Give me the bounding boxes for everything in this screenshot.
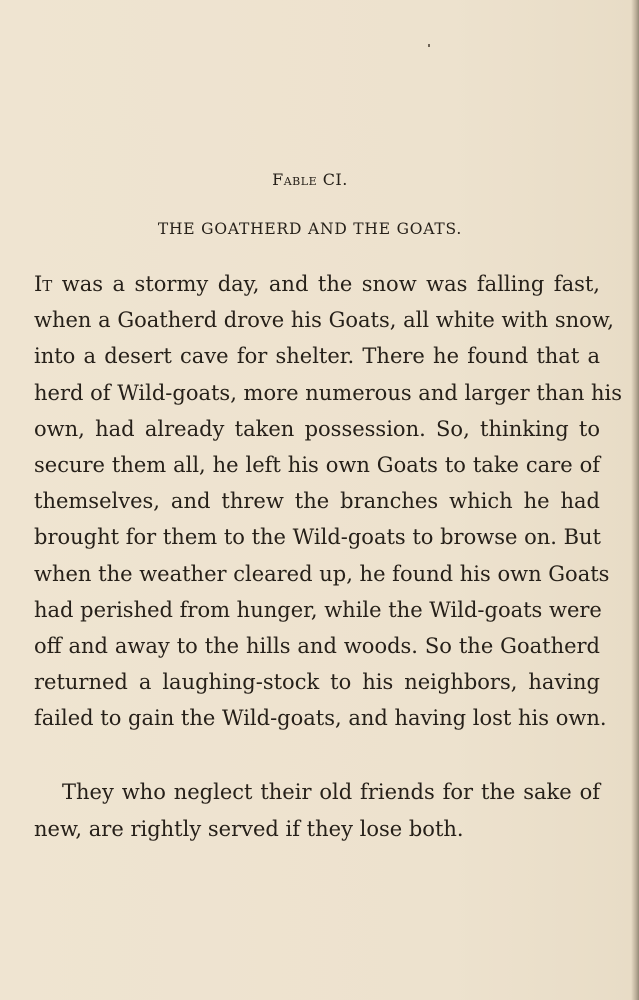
body-line: themselves, and threw the branches which he had (34, 489, 600, 514)
body-first-word: It (34, 272, 53, 296)
moral-line: new, are rightly served if they lose both. (34, 817, 464, 841)
fable-number: Fable CI. (272, 170, 348, 189)
body-line: into a desert cave for shelter. There he found that a (34, 344, 600, 369)
body-line: own, had already taken possession. So, thinking to (34, 416, 600, 441)
body-line: returned a laughing-stock to his neighbors, having (34, 670, 600, 695)
body-line: off and away to the hills and woods. So the Goatherd (34, 633, 600, 658)
body-line: had perished from hunger, while the Wild-goats were (34, 597, 602, 622)
fable-title: THE GOATHERD AND THE GOATS. (157, 220, 463, 238)
body-line: secure them all, he left his own Goats to take care of (34, 452, 600, 477)
body-line: brought for them to the Wild-goats to browse on. But (34, 525, 601, 550)
fable-moral (34, 774, 600, 848)
body-line: when the weather cleared up, he found his own Goats (34, 561, 610, 586)
page-edge-shadow (631, 0, 639, 1000)
ink-speck (428, 44, 430, 47)
body-line (34, 266, 600, 302)
body-line: herd of Wild-goats, more numerous and larger than his (34, 380, 623, 405)
body-line-text: was a stormy day, and the snow was falling fast, (52, 272, 600, 296)
body-line: failed to gain the Wild-goats, and having lost his own. (34, 706, 607, 731)
moral-line: They who neglect their old friends for the sake of (62, 780, 600, 804)
fable-body (34, 266, 623, 736)
body-line: when a Goatherd drove his Goats, all white with snow, (34, 308, 614, 333)
